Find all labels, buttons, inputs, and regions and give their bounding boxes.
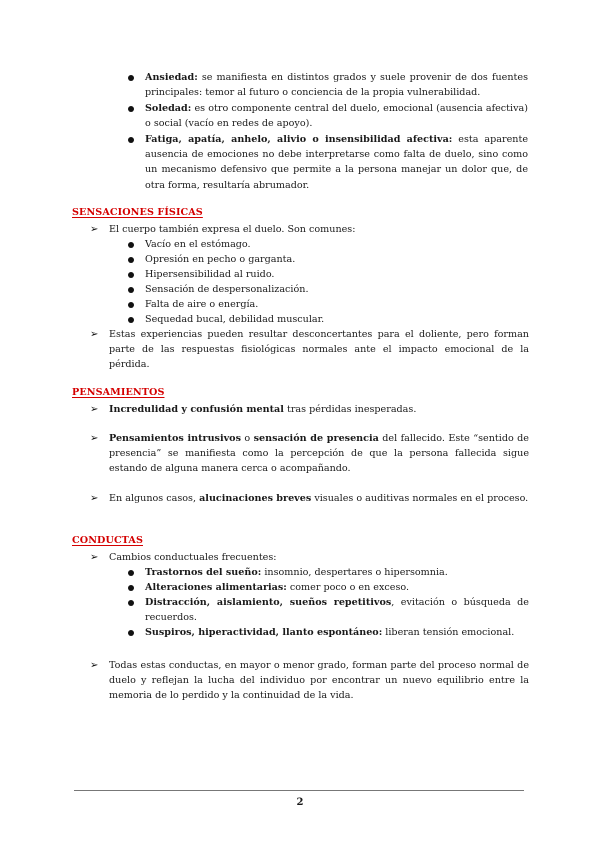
list-item: Falta de aire o energía. [145, 299, 259, 310]
bullet-icon [128, 137, 134, 143]
bullet-icon [128, 600, 134, 606]
emphasis-text: Pensamientos intrusivos [109, 433, 241, 444]
list-item: Sensación de despersonalización. [145, 284, 309, 295]
bullet-icon [128, 287, 134, 293]
list-item [145, 565, 529, 580]
body-text: del fallecido. Este “sentido de presencia” se manifiesta como la percepción de que la persona fallecida sigue estando de alguna manera cerca o acompañando. [109, 433, 529, 475]
arrow-bullet-icon: ➢ [90, 552, 99, 563]
bullet-fatiga [145, 132, 528, 193]
bullet-icon [128, 570, 134, 576]
bullet-icon [128, 272, 134, 278]
arrow-bullet-icon: ➢ [90, 329, 99, 340]
emphasis-text: sensación de presencia [253, 433, 379, 444]
pensamientos-p1 [109, 402, 529, 417]
list-item: Opresión en pecho o garganta. [145, 254, 296, 265]
body-text: tras pérdidas inesperadas. [283, 404, 417, 415]
arrow-bullet-icon: ➢ [90, 493, 99, 504]
bullet-term: Alteraciones alimentarias: [145, 582, 287, 593]
pensamientos-p3 [109, 491, 529, 506]
list-item [145, 625, 529, 640]
bullet-term: Trastornos del sueño: [145, 567, 262, 578]
bullet-icon [128, 317, 134, 323]
bullet-icon [128, 302, 134, 308]
list-item [145, 595, 529, 625]
body-text: o [240, 433, 254, 444]
sensaciones-lead: El cuerpo también expresa el duelo. Son comunes: [109, 224, 356, 235]
list-item: Vacío en el estómago. [145, 239, 251, 250]
emphasis-text: alucinaciones breves [199, 493, 312, 504]
bullet-ansiedad [145, 70, 528, 100]
bullet-term: Ansiedad: [145, 72, 198, 83]
pensamientos-p2 [109, 431, 529, 477]
list-item: Sequedad bucal, debilidad muscular. [145, 314, 325, 325]
bullet-icon [128, 257, 134, 263]
conductas-lead: Cambios conductuales frecuentes: [109, 552, 277, 563]
bullet-text: es otro componente central del duelo, emocional (ausencia afectiva) o social (vacío en redes de apoyo). [145, 103, 528, 130]
bullet-soledad [145, 101, 528, 131]
section-heading-conductas: CONDUCTAS [72, 535, 143, 546]
arrow-bullet-icon: ➢ [90, 433, 99, 444]
bullet-icon [128, 630, 134, 636]
emphasis-text: Incredulidad y confusión mental [109, 404, 284, 415]
bullet-icon [128, 585, 134, 591]
body-text: En algunos casos, [109, 493, 200, 504]
bullet-term: Suspiros, hiperactividad, llanto espontáneo: [145, 627, 383, 638]
bullet-text: comer poco o en exceso. [286, 582, 410, 593]
body-text: visuales o auditivas normales en el proceso. [311, 493, 529, 504]
bullet-term: Fatiga, apatía, anhelo, alivio o insensibilidad afectiva: [145, 134, 453, 145]
bullet-text: liberan tensión emocional. [382, 627, 515, 638]
section-heading-pensamientos: PENSAMIENTOS [72, 387, 165, 398]
bullet-text: , evitación o búsqueda de recuerdos. [145, 597, 529, 624]
conductas-closing: Todas estas conductas, en mayor o menor grado, forman parte del proceso normal de duelo y reflejan la lucha del individuo por encontrar un nuevo equilibrio entre la memoria de lo perdido y la continuidad de la vida. [109, 660, 529, 702]
bullet-text: insomnio, despertares o hipersomnia. [261, 567, 448, 578]
bullet-icon [128, 106, 134, 112]
arrow-bullet-icon: ➢ [90, 660, 99, 671]
bullet-icon [128, 75, 134, 81]
bullet-term: Soledad: [145, 103, 192, 114]
arrow-bullet-icon: ➢ [90, 404, 99, 415]
footer-divider [74, 790, 524, 791]
bullet-term: Distracción, aislamiento, sueños repetitivos [145, 597, 392, 608]
bullet-text: esta aparente ausencia de emociones no debe interpretarse como falta de duelo, sino como un mecanismo defensivo que permite a la persona manejar un dolor que, de otra forma, resultaría abrumador. [145, 134, 528, 191]
list-item: Hipersensibilidad al ruido. [145, 269, 275, 280]
page-number: 2 [296, 797, 304, 808]
bullet-icon [128, 242, 134, 248]
sensaciones-closing: Estas experiencias pueden resultar desconcertantes para el doliente, pero forman parte de las respuestas fisiológicas normales ante el impacto emocional de la pérdida. [109, 329, 529, 371]
list-item [145, 580, 529, 595]
arrow-bullet-icon: ➢ [90, 224, 99, 235]
bullet-text: se manifiesta en distintos grados y suele provenir de dos fuentes principales: temor al futuro o conciencia de la propia vulnerabilidad. [145, 72, 528, 99]
section-heading-sensaciones: SENSACIONES FÍSICAS [72, 207, 203, 218]
